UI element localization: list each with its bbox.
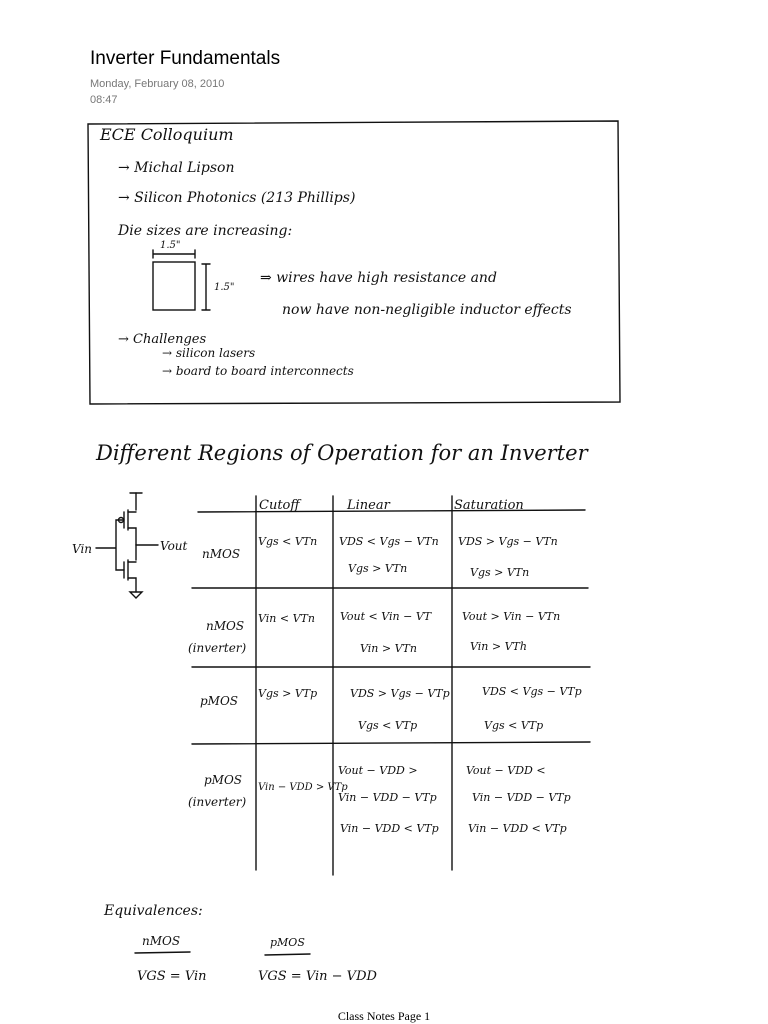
nmos-inverter-cutoff: Vin < VTn (258, 612, 315, 625)
schematic-vin-label: Vin (72, 542, 93, 556)
page-footer: Class Notes Page 1 (337, 1009, 431, 1023)
challenge-2: → board to board interconnects (162, 364, 354, 378)
die-height-label: 1.5" (214, 282, 235, 293)
colloquium-heading: ECE Colloquium (100, 125, 234, 144)
table-row-line-3 (192, 742, 590, 744)
challenges-heading: → Challenges (118, 332, 207, 347)
nmos-cutoff: Vgs < VTn (258, 535, 318, 548)
die-width-label: 1.5" (160, 240, 181, 251)
row-label-pmos-inverter-2: (inverter) (188, 795, 247, 809)
die-square (153, 262, 195, 310)
pmos-underline (265, 954, 310, 955)
effect-line-1: ⇒ wires have high resistance and (260, 270, 497, 286)
nmos-linear-1: VDS < Vgs − VTn (339, 535, 439, 548)
nmos-inverter-sat-2: Vin > VTh (470, 640, 527, 653)
nmos-linear-2: Vgs > VTn (348, 562, 408, 575)
pmos-inverter-sat-2: Vin − VDD − VTp (472, 791, 571, 804)
equivalence-pmos-eq: VGS = Vin − VDD (258, 969, 377, 984)
pmos-linear-2: Vgs < VTp (358, 719, 418, 732)
die-height-marker (202, 264, 210, 310)
pmos-cutoff: Vgs > VTp (258, 687, 318, 700)
pmos-sat-2: Vgs < VTp (484, 719, 544, 732)
page-date: Monday, February 08, 2010 (90, 78, 225, 90)
row-label-nmos-inverter-1: nMOS (206, 619, 245, 633)
nmos-sat-1: VDS > Vgs − VTn (458, 535, 558, 548)
row-label-pmos: pMOS (200, 694, 239, 708)
pmos-inverter-linear-2: Vin − VDD − VTp (338, 791, 437, 804)
equivalence-pmos-label: pMOS (270, 936, 305, 949)
equivalences-heading: Equivalences: (104, 903, 203, 919)
pmos-linear-1: VDS > Vgs − VTp (350, 687, 450, 700)
die-sizes-note: Die sizes are increasing: (118, 223, 293, 239)
pmos-inverter-sat-1: Vout − VDD < (466, 764, 546, 777)
nmos-inverter-linear-2: Vin > VTn (360, 642, 417, 655)
regions-heading: Different Regions of Operation for an Inverter (96, 441, 588, 465)
die-width-marker (153, 250, 195, 258)
column-header-cutoff: Cutoff (259, 498, 300, 513)
equivalence-nmos-label: nMOS (142, 934, 181, 948)
row-label-nmos: nMOS (202, 547, 241, 561)
page-title: Inverter Fundamentals (90, 48, 281, 69)
row-label-nmos-inverter-2: (inverter) (188, 641, 247, 655)
column-header-linear: Linear (347, 498, 390, 513)
nmos-underline (135, 952, 190, 953)
row-label-pmos-inverter-1: pMOS (204, 773, 243, 787)
equivalence-nmos-eq: VGS = Vin (137, 969, 207, 984)
column-header-saturation: Saturation (454, 498, 524, 513)
colloquium-speaker: → Michal Lipson (118, 160, 235, 176)
effect-line-2: now have non-negligible inductor effects (282, 302, 572, 318)
schematic-vout-label: Vout (160, 539, 188, 553)
nmos-sat-2: Vgs > VTn (470, 566, 530, 579)
nmos-inverter-sat-1: Vout > Vin − VTn (462, 610, 561, 623)
pmos-inverter-sat-3: Vin − VDD < VTp (468, 822, 567, 835)
page-time: 08:47 (90, 94, 118, 106)
challenge-1: → silicon lasers (162, 346, 256, 360)
pmos-inverter-linear-3: Vin − VDD < VTp (340, 822, 439, 835)
colloquium-topic: → Silicon Photonics (213 Phillips) (118, 190, 356, 206)
pmos-sat-1: VDS < Vgs − VTp (482, 685, 582, 698)
pmos-inverter-cutoff: Vin − VDD > VTp (258, 782, 348, 793)
nmos-inverter-linear-1: Vout < Vin − VT (340, 610, 432, 623)
pmos-inverter-linear-1: Vout − VDD > (338, 764, 418, 777)
inverter-schematic (96, 493, 158, 598)
